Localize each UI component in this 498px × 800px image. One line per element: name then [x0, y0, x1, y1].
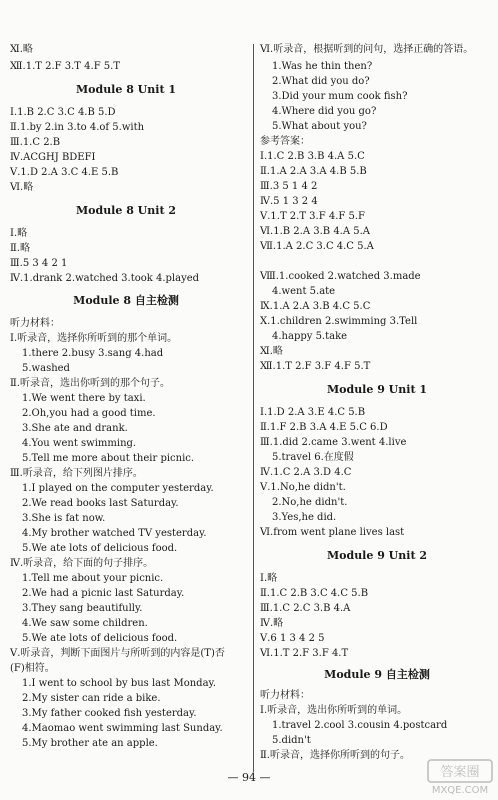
text-line: Ⅰ.略: [260, 573, 278, 584]
text-line: Ⅲ.1.did 2.came 3.went 4.live: [260, 437, 407, 448]
svg-text:MXQE.COM: MXQE.COM: [431, 785, 489, 796]
text-line: Ⅵ.1.T 2.F 3.F 4.T: [260, 648, 349, 659]
text-line: Ⅳ.1.drank 2.watched 3.took 4.played: [10, 273, 200, 284]
text-line: Ⅳ.ACGHJ BDEFI: [10, 152, 96, 163]
text-line: Ⅰ.1.B 2.C 3.C 4.B 5.D: [10, 107, 116, 118]
text-line: 4.went 5.ate: [272, 286, 336, 297]
text-line: Ⅰ.听录音，选出你所听到的单词。: [260, 705, 408, 716]
text-line: Ⅱ.听录音，选择你所听到的句子。: [260, 750, 410, 761]
text-line: Ⅱ.1.C 2.B 3.C 4.C 5.B: [260, 588, 369, 599]
text-line: Ⅵ.1.B 2.A 3.B 4.A 5.A: [260, 226, 371, 237]
text-line: Ⅲ.听录音，给下列图片排序。: [10, 468, 143, 479]
text-line: 3.She ate and drank.: [22, 423, 128, 434]
text-line: 5.travel 6.在度假: [272, 452, 354, 463]
text-line: 2.My sister can ride a bike.: [22, 693, 161, 704]
text-line: Ⅲ.1.C 2.B: [10, 137, 61, 148]
text-line: 5.We ate lots of delicious food.: [22, 543, 178, 554]
text-line: 1.Tell me about your picnic.: [22, 573, 164, 584]
text-line: Ⅴ.1.T 2.T 3.F 4.F 5.F: [260, 211, 365, 222]
text-line: 1.We went there by taxi.: [22, 393, 146, 404]
text-line: Ⅸ.1.A 2.A 3.B 4.C 5.C: [260, 301, 371, 312]
text-line: Ⅱ.1.by 2.in 3.to 4.of 5.with: [10, 122, 145, 133]
text-line: Ⅺ.略: [260, 346, 283, 357]
text-line: Ⅰ.略: [10, 228, 28, 239]
section-heading: Module 8 自主检测: [73, 294, 179, 307]
text-line: 2.We read books last Saturday.: [22, 498, 179, 509]
section-heading: Module 9 Unit 1: [326, 383, 428, 396]
text-line: 4.Maomao went swimming last Sunday.: [22, 723, 223, 734]
text-line: Ⅳ.1.C 2.A 3.D 4.C: [260, 467, 352, 478]
text-line: 3.My father cooked fish yesterday.: [22, 708, 197, 719]
text-line: Ⅴ.听录音，判断下面图片与所听到的内容是(T)否: [10, 648, 225, 659]
text-line: Ⅲ.5 3 4 2 1: [10, 258, 68, 269]
text-line: Ⅷ.1.cooked 2.watched 3.made: [260, 271, 421, 282]
text-line: 1.there 2.busy 3.sang 4.had: [22, 348, 164, 359]
text-line: 2.Oh,you had a good time.: [22, 408, 156, 419]
text-line: Ⅺ.略: [10, 44, 33, 55]
text-line: 3.She is fat now.: [22, 513, 106, 524]
text-line: Ⅻ.1.T 2.F 3.F 4.F 5.T: [260, 361, 371, 372]
column-divider: [253, 44, 254, 772]
text-line: Ⅱ.听录音，选出你听到的那个句子。: [10, 378, 170, 389]
text-line: 1.I played on the computer yesterday.: [22, 483, 214, 494]
section-heading: Module 8 Unit 1: [75, 83, 177, 96]
text-line: Ⅵ.听录音，根据听到的问句，选择正确的答语。: [260, 44, 474, 55]
text-line: 听力材料：: [260, 690, 310, 701]
page-number: — 94 —: [227, 771, 271, 784]
svg-text:答案圈: 答案圈: [440, 765, 480, 780]
text-line: Ⅹ.1.children 2.swimming 3.Tell: [260, 316, 418, 327]
text-line: Ⅲ.3 5 1 4 2: [260, 181, 318, 192]
text-line: Ⅱ.1.A 2.A 3.A 4.B 5.B: [260, 166, 367, 177]
text-line: 5.didn't: [272, 735, 311, 746]
text-line: 1.Was he thin then?: [272, 61, 373, 72]
text-line: Ⅵ.from went plane lives last: [260, 527, 405, 538]
text-line: 4.My brother watched TV yesterday.: [22, 528, 207, 539]
text-line: Ⅻ.1.T 2.F 3.T 4.F 5.T: [10, 61, 121, 72]
text-line: Ⅲ.1.C 2.C 3.B 4.A: [260, 603, 351, 614]
text-line: Ⅰ.听录音，选择你所听到的那个单词。: [10, 333, 178, 344]
text-line: 2.What did you do?: [272, 76, 370, 87]
section-heading: Module 9 Unit 2: [326, 549, 428, 562]
text-line: Ⅴ.6 1 3 4 2 5: [260, 633, 325, 644]
text-line: Ⅳ.听录音，给下面的句子排序。: [10, 558, 154, 569]
text-line: 4.Where did you go?: [272, 106, 377, 117]
section-heading: Module 8 Unit 2: [75, 204, 177, 217]
text-line: 4.We saw some children.: [22, 618, 148, 629]
text-line: Ⅴ.1.No,he didn't.: [260, 482, 346, 493]
text-line: Ⅴ.1.D 2.A 3.C 4.E 5.B: [10, 167, 119, 178]
text-line: Ⅰ.1.D 2.A 3.E 4.C 5.B: [260, 407, 366, 418]
text-line: 3.Yes,he did.: [272, 512, 337, 523]
text-line: 2.No,he didn't.: [272, 497, 348, 508]
text-line: 5.Tell me more about their picnic.: [22, 453, 195, 464]
text-line: 3.They sang beautifully.: [22, 603, 143, 614]
text-line: 4.happy 5.take: [272, 331, 348, 342]
text-line: Ⅶ.1.A 2.C 3.C 4.C 5.A: [260, 241, 374, 252]
text-line: 2.We had a picnic last Saturday.: [22, 588, 185, 599]
text-line: 5.My brother ate an apple.: [22, 738, 158, 749]
text-line: Ⅱ.1.F 2.B 3.A 4.E 5.C 6.D: [260, 422, 388, 433]
text-line: Ⅳ.5 1 3 2 4: [260, 196, 318, 207]
text-line: 参考答案：: [260, 136, 310, 147]
text-line: Ⅱ.略: [10, 243, 30, 254]
text-line: 听力材料：: [10, 318, 60, 329]
text-line: 3.Did your mum cook fish?: [272, 91, 408, 102]
section-heading: Module 9 自主检测: [324, 668, 430, 681]
text-line: 4.You went swimming.: [22, 438, 137, 449]
text-line: Ⅰ.1.C 2.B 3.B 4.A 5.C: [260, 151, 365, 162]
text-line: 5.washed: [22, 363, 70, 374]
watermark-logo: [426, 758, 494, 796]
text-line: 5.We ate lots of delicious food.: [22, 633, 178, 644]
text-line: Ⅵ.略: [10, 182, 34, 193]
text-line: 1.I went to school by bus last Monday.: [22, 678, 217, 689]
text-line: 5.What about you?: [272, 121, 367, 132]
text-line: Ⅳ.略: [260, 618, 284, 629]
text-line: 1.travel 2.cool 3.cousin 4.postcard: [272, 720, 448, 731]
text-line: (F)相符。: [10, 663, 55, 674]
